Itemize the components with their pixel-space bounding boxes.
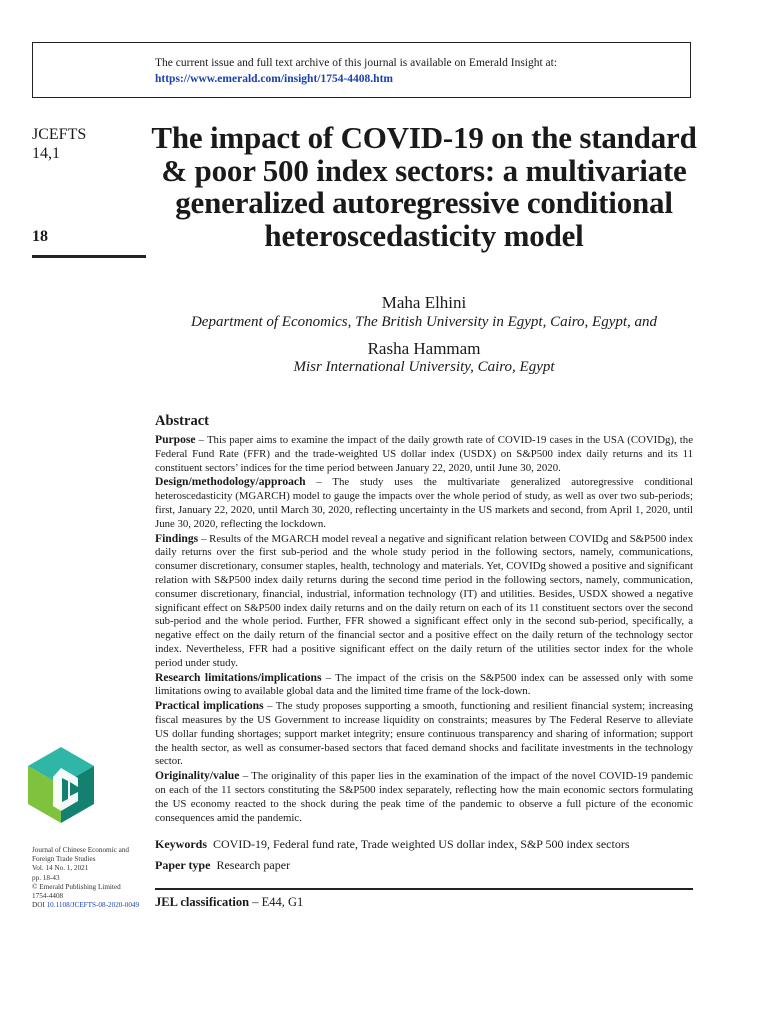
section-label: Research limitations/implications xyxy=(155,670,322,684)
archive-notice xyxy=(155,55,557,87)
abstract-practical xyxy=(155,699,693,769)
journal-abbrev: JCEFTS xyxy=(32,126,87,143)
section-label: Practical implications xyxy=(155,699,264,713)
journal-abbrev-block xyxy=(32,125,86,163)
jel-classification xyxy=(155,895,303,910)
keywords xyxy=(155,837,693,852)
journal-volume: 14,1 xyxy=(32,145,60,162)
archive-notice-text: The current issue and full text archive of this journal is available on Emerald Insight at: xyxy=(155,57,558,69)
section-text: – Results of the MGARCH model reveal a negative and significant relation between COVIDg and S&P500 index daily returns over the first sub-period and the whole study period in the following sectors, namely, communications, consumer discretionary, consumer staples, health, technology and materials. Yet, COVIDg showed a positive and significant relation with S&P500 index daily returns during the second time period in the following sectors, namely, communication, consumer discretionary, financial, industrial, information technology (IT) and utilities. Besides, USDX showed a negative significant effect on S&P500 index daily returns and on the daily return on each of its 11 constituent sectors over the second sub-period and the whole period. Further, FFR showed a significant effect only in the second sub-period, specifically, a negative effect on the daily return of the financial sector and a positive effect on the daily return of the technology sector index. Nevertheless, FFR had a positive significant effect on the daily return of the utilities sector index for the whole period under study. xyxy=(155,532,693,669)
abstract-heading: Abstract xyxy=(155,413,209,429)
keywords-label: Keywords xyxy=(155,837,207,851)
paper-type-label: Paper type xyxy=(155,858,211,872)
section-label: Purpose xyxy=(155,433,196,446)
abstract-limitations xyxy=(155,671,693,700)
footer-volume: Vol. 14 No. 1, 2021 xyxy=(32,864,89,873)
footer-doi xyxy=(32,901,152,910)
author-affiliation-2: Misr International University, Cairo, Egypt xyxy=(293,359,555,375)
article-title: The impact of COVID-19 on the standard & poor 500 index sectors: a multivariate generalized autoregressive conditional heteroscedasticity model xyxy=(151,120,697,253)
footer-doi-label: DOI xyxy=(32,901,45,910)
publisher-logo-icon xyxy=(28,747,94,823)
jel-divider xyxy=(155,888,693,890)
section-text: – This paper aims to examine the impact of the daily growth rate of COVID-19 cases in the USA (COVIDg), the Federal Fund Rate (FFR) and the trade-weighted US dollar index (USDX) on S&P500 index daily returns and its 11 constituent sectors’ indices for the time period between January 22, 2020, until June 30, 2020. xyxy=(155,434,693,474)
section-text: – The originality of this paper lies in the examination of the impact of the novel COVID-19 pandemic on each of the 11 sectors constituting the S&P500 index separately, reflecting how the main economic sectors formulating the US economy reacted to the shock during the peak time of the pandemic to observe a full picture of the economic consequences amid the pandemic. xyxy=(155,770,693,824)
archive-url-link[interactable]: https://www.emerald.com/insight/1754-4408.htm xyxy=(155,73,393,85)
abstract-originality xyxy=(155,769,693,825)
footer-journal-name: Journal of Chinese Economic and Foreign Trade Studies xyxy=(32,846,130,864)
section-text: – The impact of the crisis on the S&P500 index can be assessed only with some limitations owing to available global data and the limited time frame of the lock-down. xyxy=(155,671,694,698)
paper-type xyxy=(155,858,693,873)
jel-codes: – E44, G1 xyxy=(249,895,304,909)
abstract-body xyxy=(155,433,693,825)
keywords-text: COVID-19, Federal fund rate, Trade weighted US dollar index, S&P 500 index sectors xyxy=(213,837,630,851)
abstract-design xyxy=(155,475,693,531)
footer-pages: pp. 18-43 xyxy=(32,873,60,882)
abstract-findings xyxy=(155,532,693,671)
author-name-1: Maha Elhini xyxy=(381,293,467,312)
section-label: Originality/value xyxy=(155,769,240,783)
section-text: – The study proposes supporting a smooth, functioning and resilient financial system; increasing fiscal measures by the US Government to increase liquidity on constraints; measures by The Federal Reserve to alleviate US dollar funding shortages; support market integrity; ensure continuous transparency and sharing of information; support the health sector, as well as consumer-based sectors that faced demand shocks and facilitate investments in the technology sector. xyxy=(155,700,693,768)
section-label: Findings xyxy=(155,531,199,545)
sidebar-divider xyxy=(32,255,146,258)
footer-copyright: © Emerald Publishing Limited xyxy=(32,882,121,891)
archive-notice-box xyxy=(32,42,691,98)
paper-type-text: Research paper xyxy=(216,858,291,872)
abstract-purpose xyxy=(155,433,693,475)
footer-issn: 1754-4408 xyxy=(32,892,64,901)
journal-footer xyxy=(32,846,152,910)
page-number: 18 xyxy=(32,228,48,245)
section-label: Design/methodology/approach xyxy=(155,475,306,489)
author-affiliation-1: Department of Economics, The British University in Egypt, Cairo, Egypt, and xyxy=(190,314,658,330)
footer-doi-link[interactable]: 10.1108/JCEFTS-08-2020-0049 xyxy=(46,901,140,910)
section-text: – The study uses the multivariate generalized autoregressive conditional heteroscedasticity (MGARCH) model to gauge the impacts over the whole period of study, as well as over two sub-periods; first, January 22, 2020, until March 30, 2020, reflecting uncertainty in the US markets and second, from April 1, 2020, until June 30, 2020, reflecting the lockdown. xyxy=(155,476,693,530)
jel-label: JEL classification xyxy=(155,895,250,909)
author-name-2: Rasha Hammam xyxy=(367,339,481,358)
